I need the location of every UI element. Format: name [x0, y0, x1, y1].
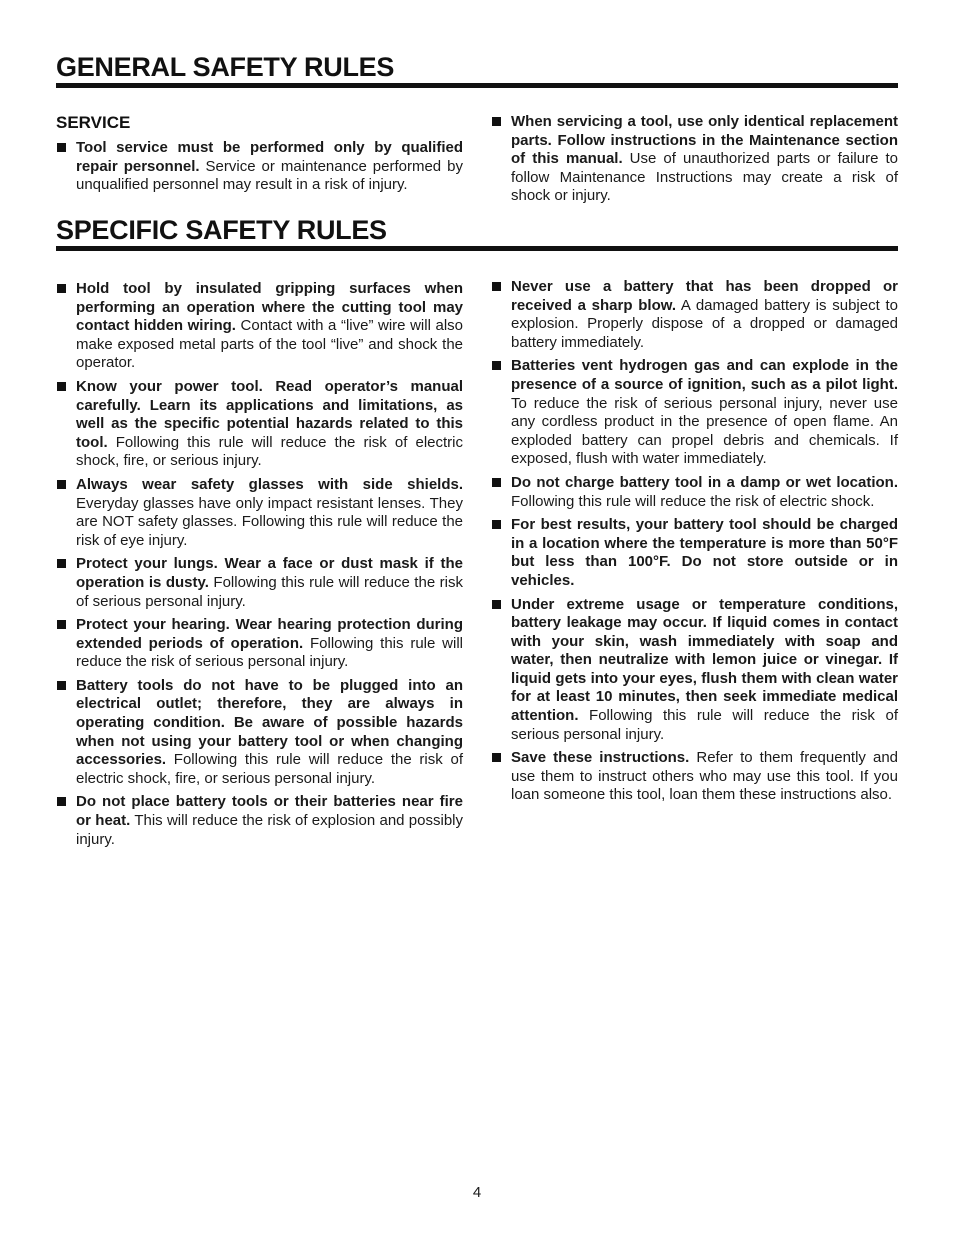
rule-body-text: Use of unauthorized parts or failure to follow Maintenance Instructions may create a risk of shock or injury.	[511, 150, 898, 205]
rule-bold-text: Know your power tool. Read operator’s manual carefully. Learn its applications and limitations, as well as the specific potential hazards related to this tool.	[76, 377, 463, 451]
rule-body-text: This will reduce the risk of explosion and possibly injury.	[76, 812, 463, 848]
rule-body-text: Following this rule will reduce the risk of electric shock, fire, or serious personal injury.	[76, 751, 463, 787]
safety-rule-item	[56, 139, 463, 195]
safety-rule-item	[56, 677, 463, 789]
square-bullet-icon	[57, 480, 66, 489]
specific-right-column	[491, 278, 898, 810]
safety-rule-item	[56, 793, 463, 849]
rule-body-text: Following this rule will reduce the risk of serious personal injury.	[76, 634, 463, 671]
square-bullet-icon	[57, 284, 66, 293]
rule-bold-text: Battery tools do not have to be plugged into an electrical outlet; therefore, they are always in operating condition. Be aware of possible hazards when not using your battery tool or when changing accessories.	[76, 676, 463, 769]
safety-rule-item	[56, 555, 463, 611]
rule-bold-text: Always wear safety glasses with side shields.	[76, 475, 463, 493]
rule-bold-text: Never use a battery that has been dropped or received a sharp blow.	[511, 278, 898, 314]
rule-bold-text: When servicing a tool, use only identical replacement parts. Follow instructions in the Maintenance section of this manual.	[511, 113, 898, 168]
specific-left-column	[56, 280, 463, 854]
rule-bold-text: Do not place battery tools or their batteries near fire or heat.	[76, 793, 463, 830]
general-left-column	[56, 113, 463, 200]
rule-bold-text: Tool service must be performed only by qualified repair personnel.	[76, 139, 463, 175]
rule-bold-text: For best results, your battery tool should be charged in a location where the temperature is more than 50°F but less than 100°F. Do not store outside or in vehicles.	[511, 516, 898, 589]
square-bullet-icon	[492, 520, 501, 529]
square-bullet-icon	[57, 559, 66, 568]
rule-body-text: Service or maintenance performed by unqualified personnel may result in a risk of injury.	[76, 157, 463, 194]
square-bullet-icon	[492, 361, 501, 370]
safety-rule-item	[56, 378, 463, 471]
specific-safety-rules-title: SPECIFIC SAFETY RULES	[56, 215, 898, 251]
rule-bold-text: Protect your hearing. Wear hearing protection during extended periods of operation.	[76, 616, 463, 652]
rule-body-text: Contact with a “live” wire will also make exposed metal parts of the tool “live” and shock the operator.	[76, 317, 463, 372]
rule-body-text: To reduce the risk of serious personal injury, never use any cordless product in the presence of open flame. An exploded battery can propel debris and chemicals. If exposed, flush with water immediately.	[511, 394, 898, 468]
square-bullet-icon	[57, 681, 66, 690]
safety-rule-item	[491, 278, 898, 352]
square-bullet-icon	[57, 620, 66, 629]
square-bullet-icon	[492, 600, 501, 609]
rule-bold-text: Under extreme usage or temperature conditions, battery leakage may occur. If liquid comes in contact with your skin, wash immediately with soap and water, then neutralize with lemon juice or vinegar. If liquid gets into your eyes, flush them with clean water for at least 10 minutes, then seek immediate medical attention.	[511, 595, 898, 725]
general-safety-rules-title: GENERAL SAFETY RULES	[56, 52, 898, 88]
square-bullet-icon	[57, 797, 66, 806]
rule-body-text: Following this rule will reduce the risk of electric shock, fire, or serious injury.	[76, 433, 463, 470]
safety-rule-item	[491, 357, 898, 469]
safety-rule-item	[491, 749, 898, 805]
safety-rule-item	[491, 516, 898, 590]
safety-rule-item	[491, 474, 898, 511]
rule-bold-text: Hold tool by insulated gripping surfaces when performing an operation where the cutting tool may contact hidden wiring.	[76, 280, 463, 335]
square-bullet-icon	[492, 117, 501, 126]
rule-bold-text: Protect your lungs. Wear a face or dust mask if the operation is dusty.	[76, 555, 463, 591]
rule-body-text: Following this rule will reduce the risk of electric shock.	[511, 492, 875, 510]
square-bullet-icon	[57, 382, 66, 391]
general-right-column	[491, 113, 898, 211]
general-left-rule-list	[56, 139, 463, 195]
square-bullet-icon	[57, 143, 66, 152]
specific-right-rule-list	[491, 278, 898, 805]
rule-body-text: Following this rule will reduce the risk of serious personal injury.	[511, 707, 898, 743]
rule-body-text: Following this rule will reduce the risk of serious personal injury.	[76, 573, 463, 610]
page-number: 4	[472, 1184, 482, 1201]
specific-left-rule-list	[56, 280, 463, 849]
square-bullet-icon	[492, 753, 501, 762]
safety-rule-item	[56, 476, 463, 550]
rule-body-text: Everyday glasses have only impact resistant lenses. They are NOT safety glasses. Following this rule will reduce the risk of eye injury.	[76, 494, 463, 549]
rule-bold-text: Batteries vent hydrogen gas and can explode in the presence of a source of ignition, such as a pilot light.	[511, 357, 898, 393]
rule-bold-text: Save these instructions.	[511, 749, 690, 767]
square-bullet-icon	[492, 282, 501, 291]
service-heading: SERVICE	[56, 113, 131, 132]
safety-rule-item	[56, 616, 463, 672]
square-bullet-icon	[492, 478, 501, 487]
safety-rule-item	[56, 280, 463, 373]
general-right-rule-list	[491, 113, 898, 206]
rule-body-text: A damaged battery is subject to explosion. Properly dispose of a dropped or damaged battery immediately.	[511, 296, 898, 351]
safety-rule-item	[491, 596, 898, 745]
rule-body-text: Refer to them frequently and use them to instruct others who may use this tool. If you loan someone this tool, loan them these instructions also.	[511, 749, 899, 804]
safety-rule-item	[491, 113, 898, 206]
rule-bold-text: Do not charge battery tool in a damp or wet location.	[511, 473, 898, 491]
